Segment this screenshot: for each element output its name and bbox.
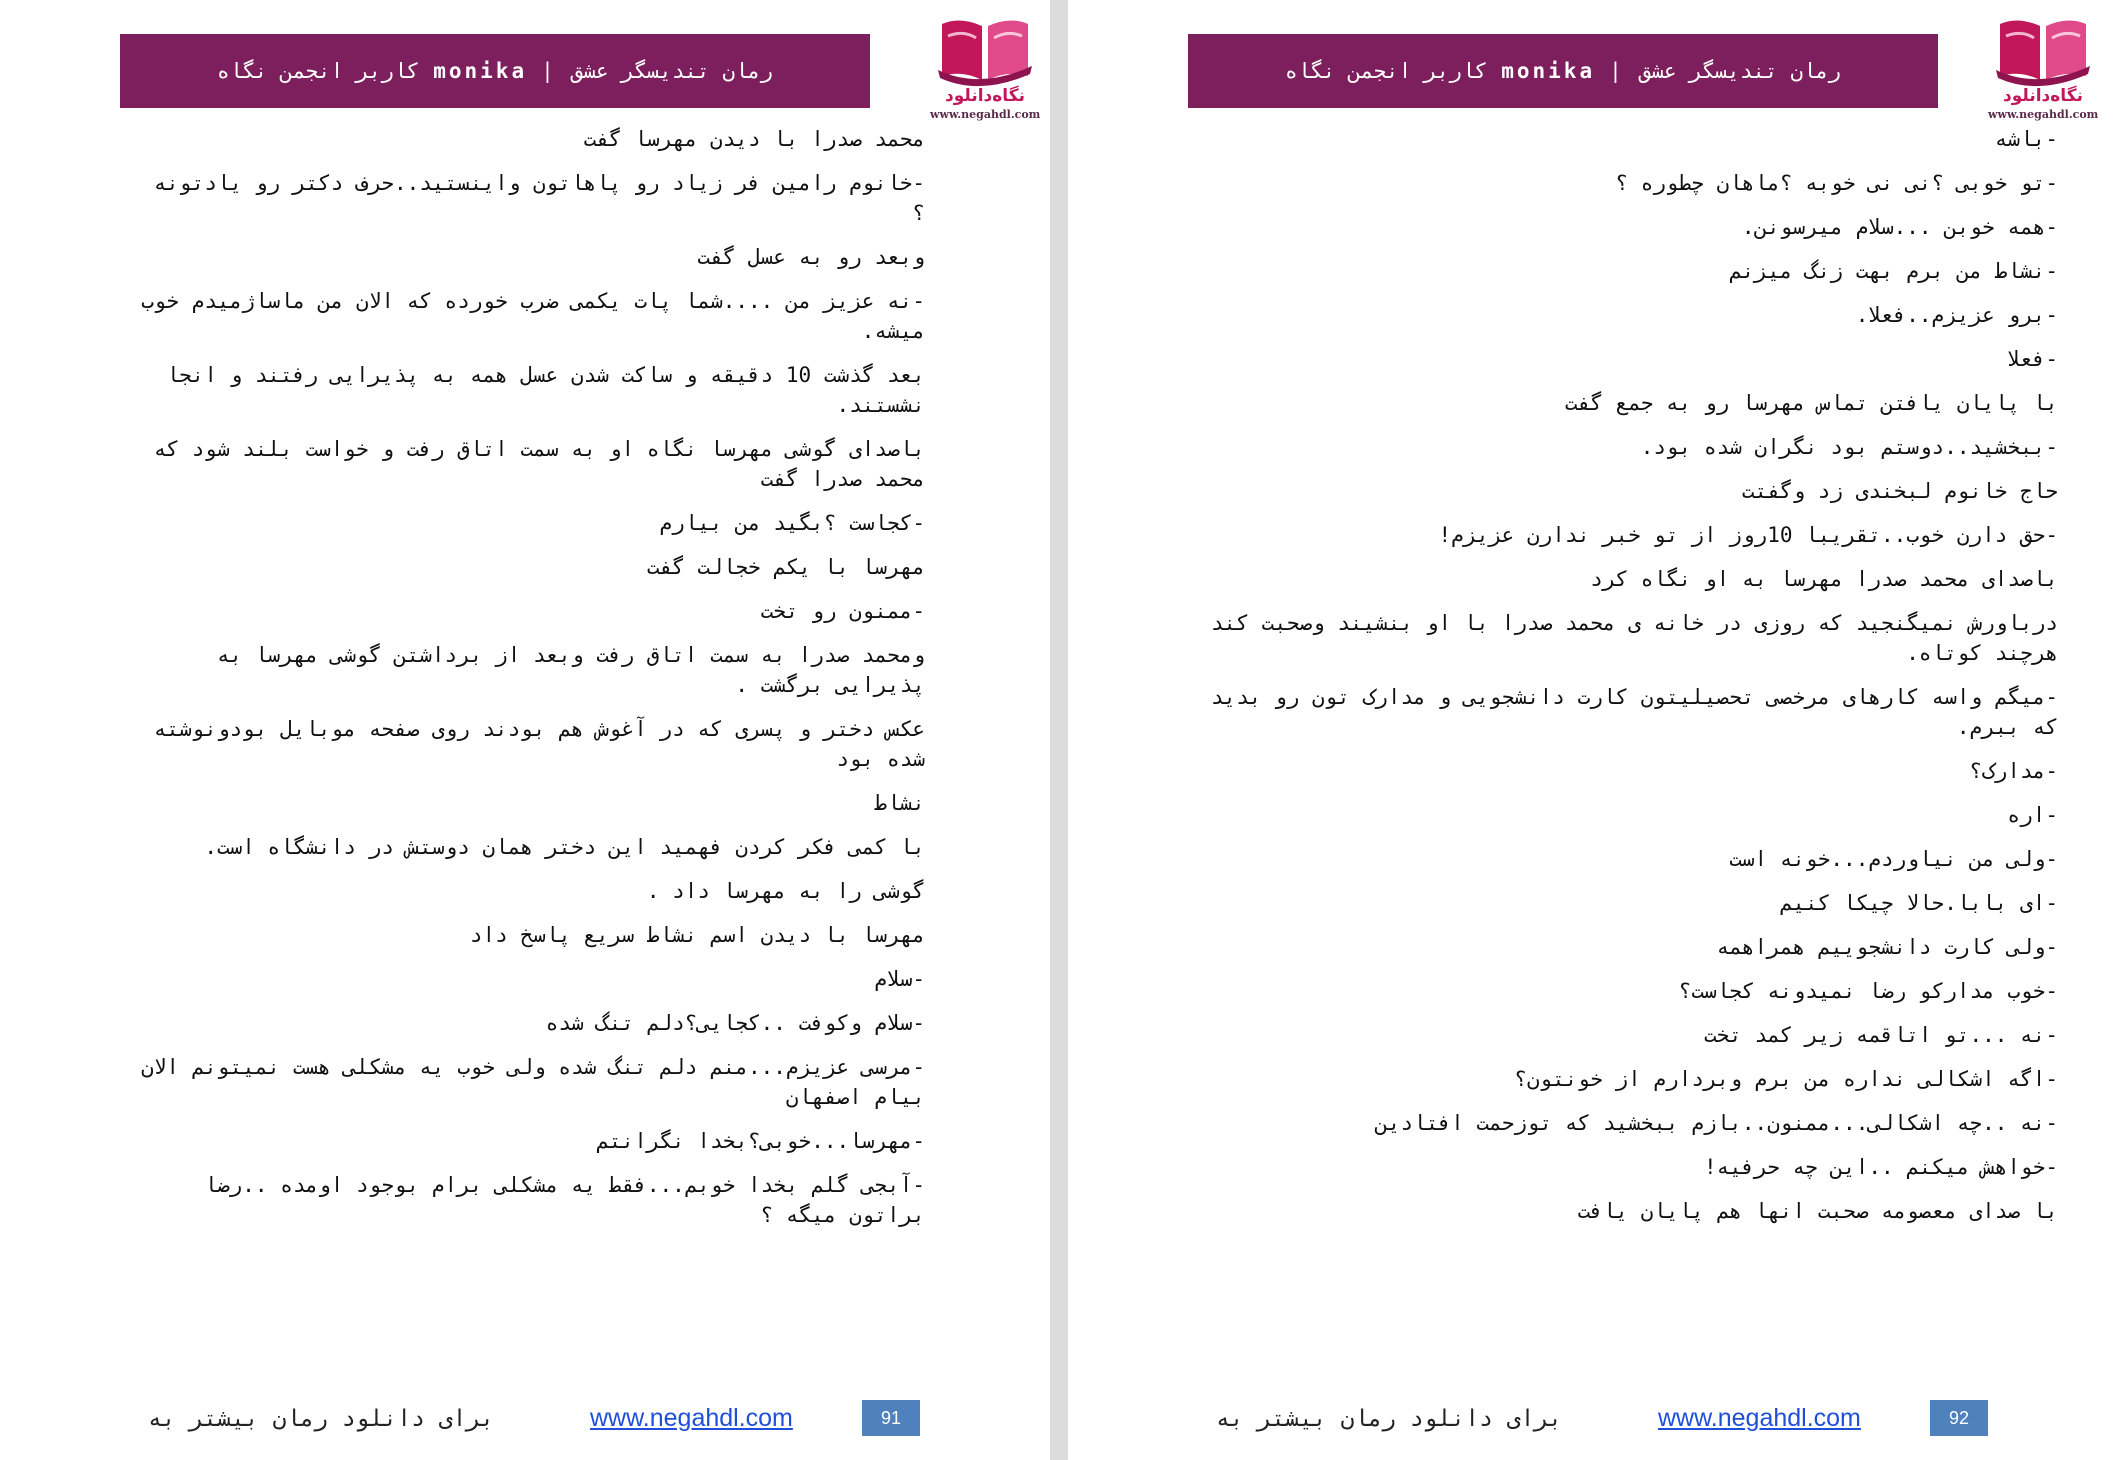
text-paragraph: باصدای گوشی مهرسا نگاه او به سمت اتاق رفت و خواست بلند شود که محمد صدرا گفت (153, 437, 925, 491)
text-paragraph: مهرسا با دیدن اسم نشاط سریع پاسخ داد (469, 923, 925, 947)
header-author: monika (433, 59, 528, 83)
page-body (140, 124, 925, 1244)
page-header (1188, 34, 1938, 108)
text-paragraph: -مهرسا...خوبی؟بخدا نگرانتم (596, 1129, 925, 1153)
logo-name: نگاه‌دانلود (2003, 86, 2083, 106)
text-paragraph: -ولی من نیاوردم...خونه است (1729, 847, 2058, 871)
text-paragraph: نشاط (874, 791, 925, 815)
text-paragraph: -حق دارن خوب..تقریبا 10روز از تو خبر ندارن عزیزم! (1438, 523, 2058, 547)
text-paragraph: -همه خوبن ...سلام میرسونن. (1741, 215, 2058, 239)
text-paragraph: وبعد رو به عسل گفت (697, 245, 925, 269)
header-novel: رمان تندیسگر عشق (570, 59, 774, 83)
text-paragraph: -ببخشید..دوستم بود نگران شده بود. (1640, 435, 2058, 459)
footer-text: برای دانلود رمان بیشتر به (1216, 1406, 1563, 1432)
text-paragraph: با کمی فکر کردن فهمید این دختر همان دوستش در دانشگاه است. (204, 835, 925, 859)
text-paragraph: -خواهش میکنم ..این چه حرفیه! (1703, 1155, 2058, 1179)
text-paragraph: -نه عزیز من ....شما پات یکمی ضرب خورده که الان من ماساژمیدم خوب میشه. (141, 289, 925, 343)
text-paragraph: -نشاط من برم بهت زنگ میزنم (1729, 259, 2058, 283)
page-number: 92 (1930, 1400, 1988, 1436)
text-paragraph: درباورش نمیگنجید که روزی در خانه ی محمد صدرا با او بنشیند وصحبت کند هرچند کوتاه. (1210, 611, 2058, 665)
text-paragraph: -برو عزیزم..فعلا. (1855, 303, 2058, 327)
text-paragraph: -مدارک؟ (1969, 759, 2058, 783)
header-novel: رمان تندیسگر عشق (1638, 59, 1842, 83)
page-right (1068, 0, 2116, 1460)
header-separator: | (1609, 59, 1625, 83)
text-paragraph: -باشه (1994, 127, 2058, 151)
negahdl-logo (930, 10, 1040, 126)
header-author: monika (1501, 59, 1596, 83)
negahdl-logo (1988, 10, 2098, 126)
text-paragraph: محمد صدرا با دیدن مهرسا گفت (583, 127, 925, 151)
text-paragraph: -اگه اشکالی نداره من برم وبردارم از خونتون؟ (1514, 1067, 2058, 1091)
text-paragraph: -میگم واسه کارهای مرخصی تحصیلیتون کارت دانشجویی و مدارک تون رو بدید که ببرم. (1210, 685, 2058, 739)
text-paragraph: با صدای معصومه صحبت انها هم پایان یافت (1577, 1199, 2058, 1223)
text-paragraph: -تو خوبی ؟نی نی خوبه ؟ماهان چطوره ؟ (1615, 171, 2058, 195)
page-left (0, 0, 1050, 1460)
page-header (120, 34, 870, 108)
page-body (1200, 124, 2058, 1240)
text-paragraph: -نه ...تو اتاقمه زیر کمد تخت (1703, 1023, 2058, 1047)
text-paragraph: -مرسی عزیزم...منم دلم تنگ شده ولی خوب یه مشکلی هست نمیتونم الان بیام اصفهان (141, 1055, 925, 1109)
text-paragraph: -سلام (874, 967, 925, 991)
logo-site: www.negahdl.com (1988, 108, 2099, 121)
page-number: 91 (862, 1400, 920, 1436)
page-footer (1068, 1400, 2116, 1440)
header-forum: کاربر انجمن نگاه (216, 59, 420, 83)
page-footer (0, 1400, 1050, 1440)
footer-text: برای دانلود رمان بیشتر به (148, 1406, 495, 1432)
footer-link[interactable]: www.negahdl.com (1658, 1404, 1861, 1432)
text-paragraph: -ممنون رو تخت (760, 599, 925, 623)
book-icon (1988, 10, 2098, 90)
text-paragraph: -فعلا (2007, 347, 2058, 371)
text-paragraph: بعد گذشت 10 دقیقه و ساکت شدن عسل همه به پذیرایی رفتند و انجا نشستند. (166, 363, 925, 417)
text-paragraph: -نه ..چه اشکالی...ممنون..بازم ببخشید که توزحمت افتادین (1375, 1111, 2058, 1135)
header-separator: | (541, 59, 557, 83)
text-paragraph: باصدای محمد صدرا مهرسا به او نگاه کرد (1590, 567, 2058, 591)
text-paragraph: ومحمد صدرا به سمت اتاق رفت وبعد از برداشتن گوشی مهرسا به پذیرایی برگشت . (216, 643, 925, 697)
logo-site: www.negahdl.com (930, 108, 1041, 121)
text-paragraph: -سلام وکوفت ..کجایی؟دلم تنگ شده (545, 1011, 925, 1035)
text-paragraph: -ولی کارت دانشجوییم همراهمه (1716, 935, 2058, 959)
footer-link[interactable]: www.negahdl.com (590, 1404, 793, 1432)
logo-name: نگاه‌دانلود (945, 86, 1025, 106)
book-icon (930, 10, 1040, 90)
text-paragraph: -آبجی گلم بخدا خوبم...فقط یه مشکلی برام بوجود اومده ..رضا براتون میگه ؟ (204, 1173, 925, 1227)
text-paragraph: -خوب مدارکو رضا نمیدونه کجاست؟ (1678, 979, 2058, 1003)
text-paragraph: مهرسا با یکم خجالت گفت (646, 555, 925, 579)
text-paragraph: -خانوم رامین فر زیاد رو پاهاتون واینستید..حرف دکتر رو یادتونه ؟ (153, 171, 925, 225)
text-paragraph: گوشی را به مهرسا داد . (646, 879, 925, 903)
text-paragraph: -ای بابا.حالا چیکا کنیم (1779, 891, 2058, 915)
header-forum: کاربر انجمن نگاه (1284, 59, 1488, 83)
text-paragraph: با پایان یافتن تماس مهرسا رو به جمع گفت (1564, 391, 2058, 415)
text-paragraph: -کجاست ؟بگید من بیارم (659, 511, 925, 535)
text-paragraph: عکس دختر و پسری که در آغوش هم بودند روی صفحه موبایل بودونوشته شده بود (153, 717, 925, 771)
text-paragraph: حاج خانوم لبخندی زد وگفتت (1741, 479, 2058, 503)
text-paragraph: -اره (2007, 803, 2058, 827)
